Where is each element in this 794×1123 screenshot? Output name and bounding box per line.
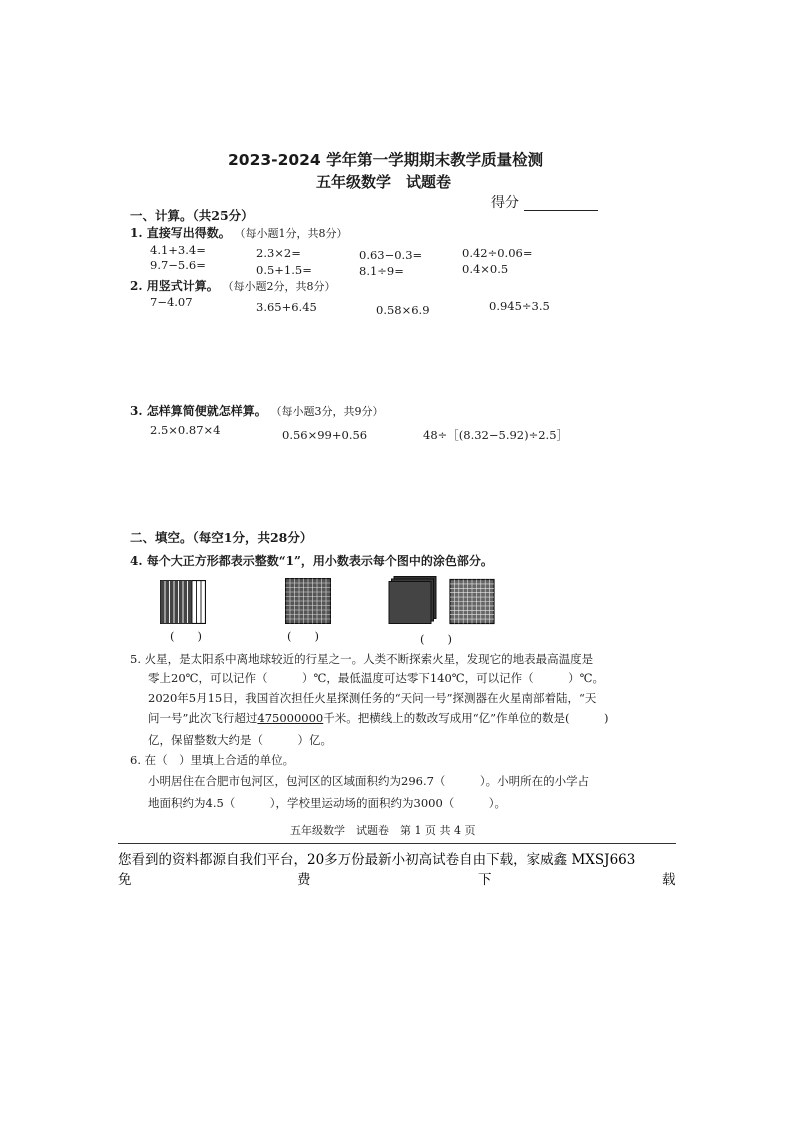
score-label: 得分: [491, 195, 519, 211]
q4-blank-3[interactable]: ( ): [420, 632, 452, 646]
q1-item: 2.3×2=: [256, 246, 301, 260]
q1-item: 0.5+1.5=: [256, 263, 312, 277]
q1-item: 0.63−0.3=: [359, 248, 423, 262]
promo-word: 载: [662, 872, 676, 888]
footer-divider: [118, 843, 676, 844]
q2-title: 2. 用竖式计算。: [130, 279, 219, 293]
q6-label: 6. 在（ ）里填上合适的单位。: [130, 753, 295, 767]
q3-title: 3. 怎样算简便就怎样算。: [130, 404, 267, 418]
q3-note: （每小题3分，共9分）: [270, 405, 384, 418]
q6-line-2: 地面积约为4.5（ ），学校里运动场的面积约为3000（ ）。: [148, 796, 507, 810]
q5-line-4: 问一号”此次飞行超过475000000千米。把横线上的数改写成用“亿”作单位的数是( ): [148, 711, 609, 725]
q1-item: 9.7−5.6=: [150, 258, 206, 272]
q2-item: 0.58×6.9: [376, 303, 430, 317]
q1-item: 0.42÷0.06=: [462, 246, 533, 260]
q2-label: [130, 277, 336, 294]
q1-item: 0.4×0.5: [462, 262, 509, 276]
q4-blank-1[interactable]: ( ): [170, 629, 202, 643]
q2-note: （每小题2分，共8分）: [222, 280, 336, 293]
q5-line-5: 亿，保留整数大约是（ ）亿。: [148, 733, 332, 747]
q2-item: 7−4.07: [150, 295, 193, 309]
figure-2-grid: [285, 578, 331, 624]
figure-1-columns: [160, 580, 206, 624]
figure-3-stack-grid: [388, 576, 500, 626]
q1-item: 4.1+3.4=: [150, 243, 206, 257]
q3-item: 2.5×0.87×4: [150, 423, 221, 437]
q5-line-2: 零上20℃，可以记作（ ）℃，最低温度可达零下140℃，可以记作（ ）℃。: [148, 671, 605, 685]
q3-item: 48÷［(8.32−5.92)÷2.5］: [423, 428, 569, 442]
score-blank-line: [524, 210, 598, 211]
q6-line-1: 小明居住在合肥市包河区，包河区的区域面积约为296.7（ ）。小明所在的小学占: [148, 774, 590, 788]
q3-label: [130, 402, 384, 419]
promo-word: 费: [297, 872, 311, 888]
q2-item: 3.65+6.45: [256, 300, 317, 314]
q2-item: 0.945÷3.5: [489, 299, 550, 313]
promo-word: 下: [478, 872, 492, 888]
section-1-heading: 一、计算。（共25分）: [130, 208, 254, 223]
q4-blank-2[interactable]: ( ): [287, 629, 319, 643]
promo-line-1: 您看到的资料都源自我们平台，20多万份最新小初高试卷自由下载，家威鑫 MXSJ663: [118, 852, 636, 868]
promo-word: 免: [118, 872, 132, 888]
q1-title: 1. 直接写出得数。: [130, 226, 231, 240]
q1-note: （每小题1分，共8分）: [234, 227, 348, 240]
q5-line-3: 2020年5月15日，我国首次担任火星探测任务的“天问一号”探测器在火星南部着陆，“天: [148, 691, 597, 705]
q1-label: [130, 224, 348, 241]
exam-subtitle: 五年级数学 试题卷: [316, 173, 452, 191]
exam-title: 2023-2024 学年第一学期期末教学质量检测: [228, 151, 544, 169]
section-2-heading: 二、填空。（每空1分，共28分）: [130, 530, 313, 545]
q1-item: 8.1÷9=: [359, 264, 404, 278]
page-number: 五年级数学 试题卷 第 1 页 共 4 页: [290, 824, 476, 837]
underlined-number: 475000000: [257, 711, 324, 725]
q3-item: 0.56×99+0.56: [282, 428, 368, 442]
q4-label: 4. 每个大正方形都表示整数“1”，用小数表示每个图中的涂色部分。: [130, 554, 493, 568]
q5-line-1: 5. 火星，是太阳系中离地球较近的行星之一。人类不断探索火星，发现它的地表最高温度是: [130, 652, 594, 666]
